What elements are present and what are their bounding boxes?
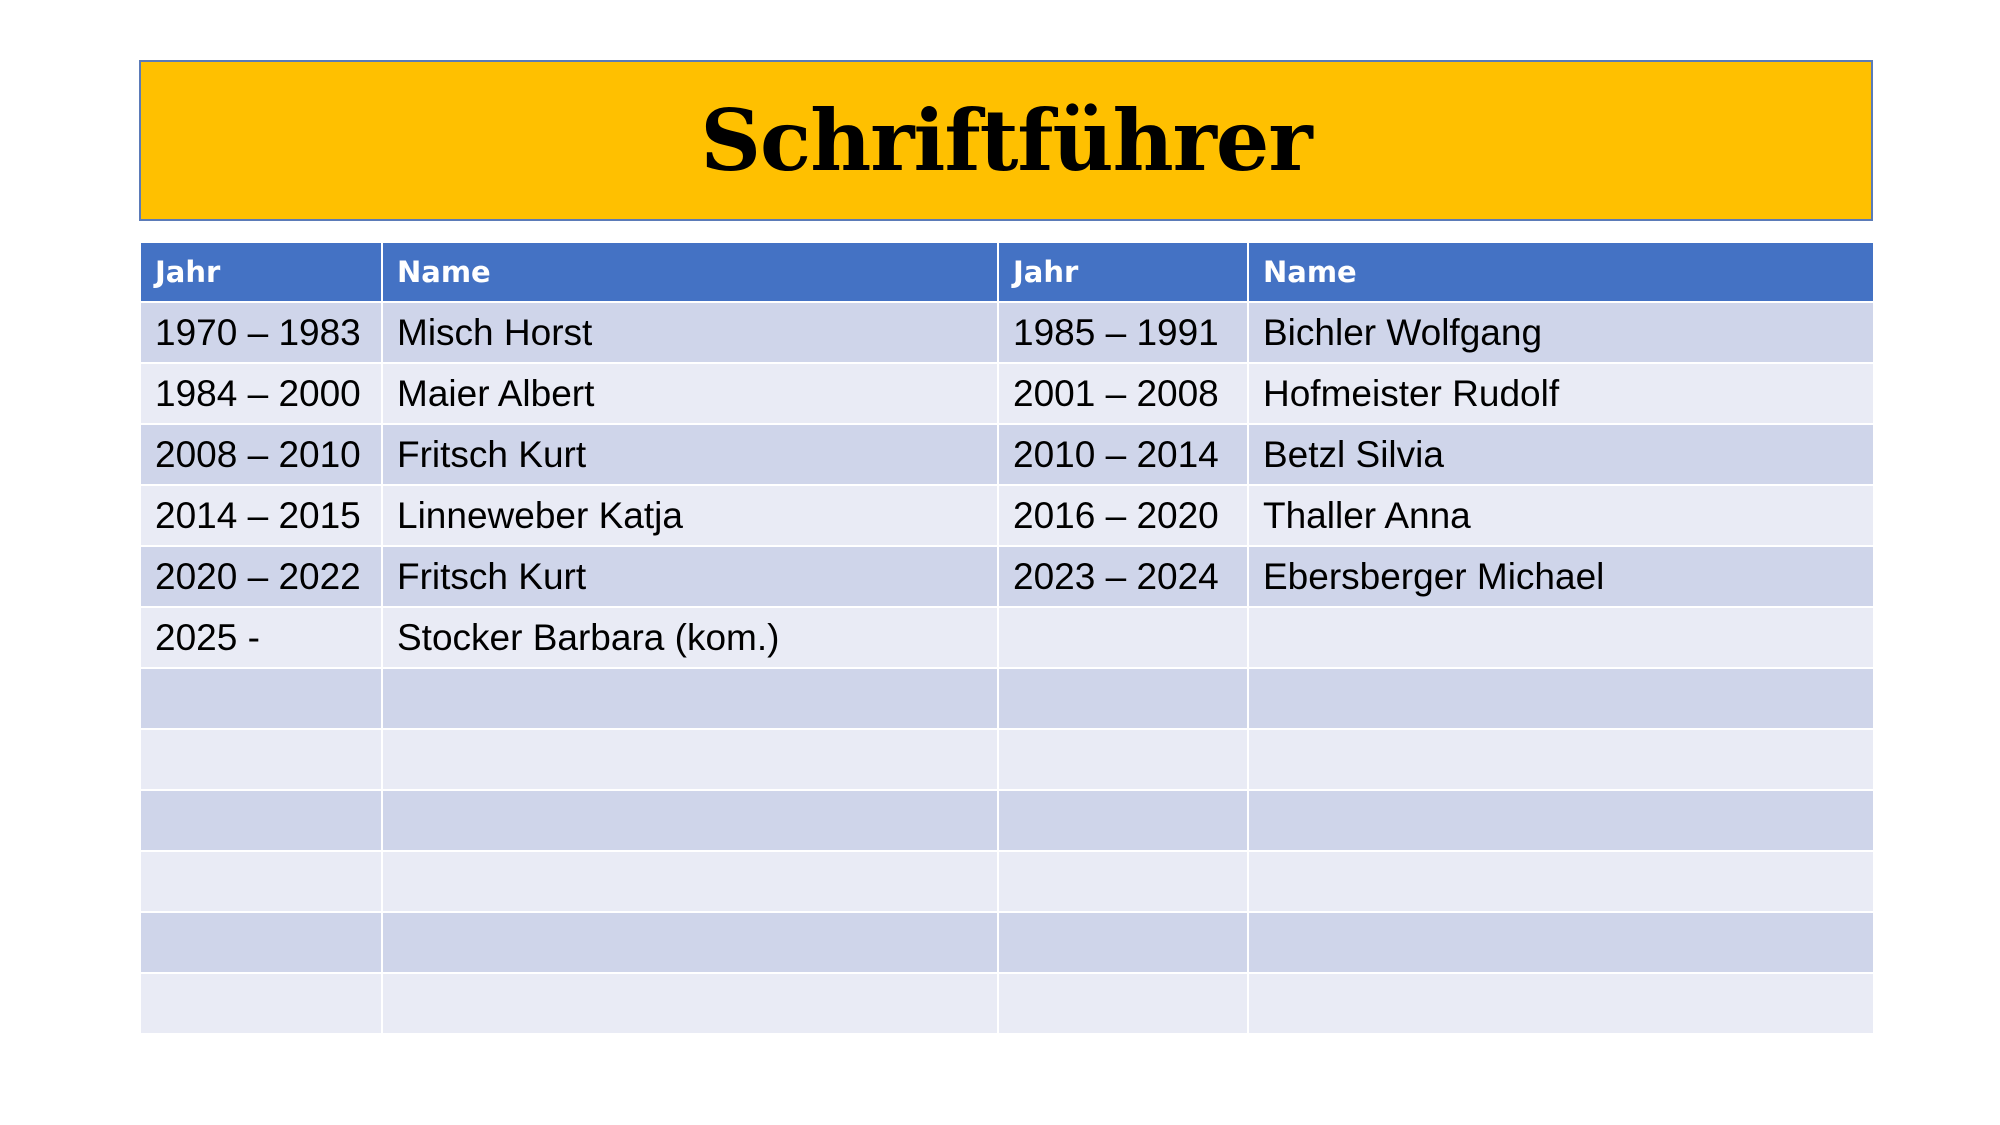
table-row — [140, 302, 1874, 363]
cell-name-1 — [382, 912, 998, 973]
cell-name-2 — [1248, 851, 1874, 912]
table-row — [140, 424, 1874, 485]
cell-name-2: Bichler Wolfgang — [1248, 302, 1874, 363]
cell-jahr-2 — [998, 729, 1248, 790]
table-row — [140, 973, 1874, 1034]
cell-jahr-2 — [998, 668, 1248, 729]
cell-jahr-2 — [998, 973, 1248, 1034]
cell-name-1 — [382, 729, 998, 790]
page-title: Schriftführer — [700, 91, 1312, 190]
table-body — [140, 302, 1874, 1034]
title-banner — [139, 60, 1873, 221]
cell-jahr-1 — [140, 668, 382, 729]
cell-jahr-1 — [140, 851, 382, 912]
cell-jahr-2 — [998, 912, 1248, 973]
cell-name-2 — [1248, 790, 1874, 851]
header-jahr-2: Jahr — [998, 242, 1248, 302]
cell-jahr-1: 2025 - — [140, 607, 382, 668]
cell-name-2: Betzl Silvia — [1248, 424, 1874, 485]
cell-name-2 — [1248, 607, 1874, 668]
cell-name-1 — [382, 790, 998, 851]
cell-jahr-1: 1970 – 1983 — [140, 302, 382, 363]
table-row — [140, 485, 1874, 546]
cell-jahr-1 — [140, 729, 382, 790]
header-jahr-1: Jahr — [140, 242, 382, 302]
cell-name-1: Fritsch Kurt — [382, 546, 998, 607]
cell-jahr-2: 2016 – 2020 — [998, 485, 1248, 546]
cell-jahr-1: 2020 – 2022 — [140, 546, 382, 607]
cell-jahr-1: 2014 – 2015 — [140, 485, 382, 546]
cell-jahr-2: 1985 – 1991 — [998, 302, 1248, 363]
cell-jahr-2: 2010 – 2014 — [998, 424, 1248, 485]
cell-name-2 — [1248, 729, 1874, 790]
cell-name-1 — [382, 668, 998, 729]
header-name-1: Name — [382, 242, 998, 302]
cell-jahr-2 — [998, 607, 1248, 668]
cell-jahr-1 — [140, 790, 382, 851]
cell-jahr-2 — [998, 790, 1248, 851]
cell-name-1 — [382, 851, 998, 912]
cell-name-2: Thaller Anna — [1248, 485, 1874, 546]
cell-jahr-1 — [140, 912, 382, 973]
cell-name-1 — [382, 973, 998, 1034]
table-row — [140, 363, 1874, 424]
cell-jahr-1 — [140, 973, 382, 1034]
table-row — [140, 912, 1874, 973]
cell-name-2: Ebersberger Michael — [1248, 546, 1874, 607]
cell-name-1: Misch Horst — [382, 302, 998, 363]
cell-name-1: Maier Albert — [382, 363, 998, 424]
cell-jahr-2: 2001 – 2008 — [998, 363, 1248, 424]
table-header-row — [140, 242, 1874, 302]
cell-name-2 — [1248, 973, 1874, 1034]
cell-name-1: Stocker Barbara (kom.) — [382, 607, 998, 668]
cell-jahr-1: 1984 – 2000 — [140, 363, 382, 424]
cell-jahr-1: 2008 – 2010 — [140, 424, 382, 485]
table-row — [140, 607, 1874, 668]
table-row — [140, 729, 1874, 790]
cell-name-1: Fritsch Kurt — [382, 424, 998, 485]
cell-jahr-2: 2023 – 2024 — [998, 546, 1248, 607]
cell-jahr-2 — [998, 851, 1248, 912]
cell-name-2 — [1248, 912, 1874, 973]
cell-name-1: Linneweber Katja — [382, 485, 998, 546]
table-row — [140, 790, 1874, 851]
table-row — [140, 851, 1874, 912]
header-name-2: Name — [1248, 242, 1874, 302]
cell-name-2: Hofmeister Rudolf — [1248, 363, 1874, 424]
cell-name-2 — [1248, 668, 1874, 729]
secretaries-table — [139, 241, 1875, 1035]
table-row — [140, 668, 1874, 729]
table-row — [140, 546, 1874, 607]
